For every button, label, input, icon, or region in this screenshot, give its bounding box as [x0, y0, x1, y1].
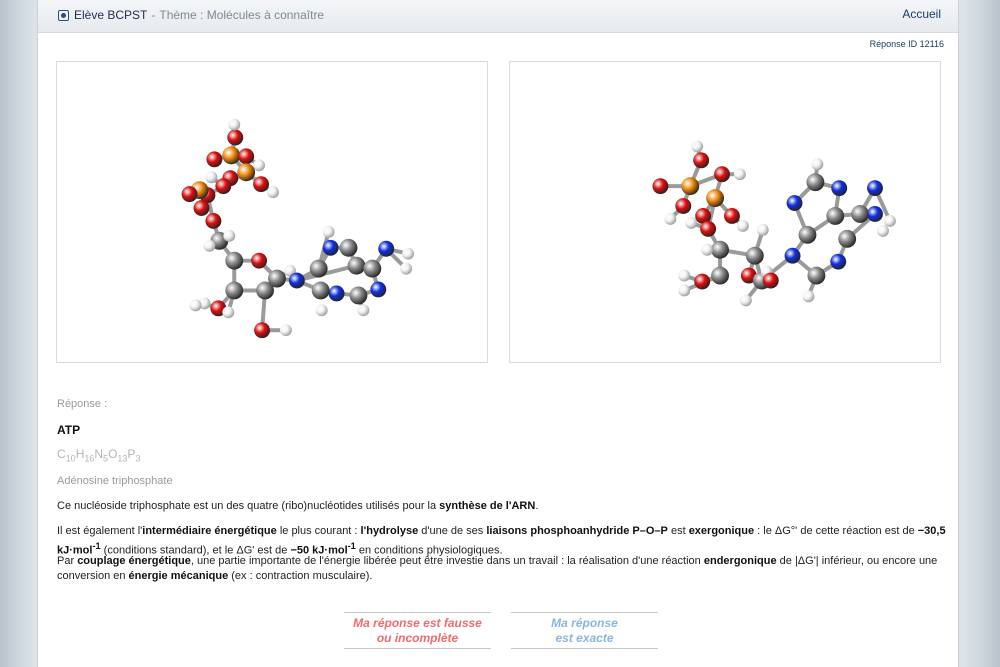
- atom: [691, 140, 703, 152]
- atom: [701, 244, 713, 256]
- atom: [329, 286, 345, 302]
- atom: [734, 168, 746, 180]
- atom: [280, 324, 292, 336]
- atom: [251, 253, 267, 269]
- atom: [194, 200, 210, 216]
- atom: [724, 208, 740, 224]
- atom: [400, 263, 412, 275]
- description-paragraph-2: Il est également l'intermédiaire énergétique le plus courant : l'hydrolyse d'une de ses liaisons phosphoanhydride P–O–P est exergonique : le ΔG°' de cette réaction est de −30,5 kJ·mol$^{-1}$ (conditions standard), et le ΔG' est de −50 kJ·mol$^{-1}$ en conditions physiologiques.: [57, 525, 946, 557]
- atom: [694, 274, 710, 290]
- atom: [787, 195, 803, 211]
- atom: [802, 290, 814, 302]
- atom: [830, 254, 846, 270]
- atom: [706, 189, 724, 207]
- atom: [678, 270, 690, 282]
- atom: [349, 287, 367, 305]
- atom: [323, 240, 339, 256]
- atom: [323, 226, 335, 238]
- response-id: Réponse ID 12116: [869, 39, 944, 49]
- atom: [877, 225, 889, 237]
- atom: [757, 224, 769, 236]
- breadcrumb-separator: -: [151, 8, 156, 22]
- atom: [402, 248, 414, 260]
- breadcrumb: [58, 8, 324, 22]
- molecular-formula: $C_{10}H_{16}N_5O_{13}P_3$: [57, 447, 141, 464]
- atom: [227, 130, 243, 146]
- atom: [838, 230, 856, 248]
- atom: [222, 146, 240, 164]
- atom: [206, 151, 222, 167]
- atom: [223, 230, 235, 242]
- atom: [289, 273, 305, 289]
- atom: [378, 241, 394, 257]
- atom: [253, 159, 265, 171]
- atom: [238, 148, 254, 164]
- atom: [867, 206, 883, 222]
- atom: [740, 294, 752, 306]
- atom: [737, 220, 749, 232]
- atom: [714, 166, 730, 182]
- atom: [253, 176, 269, 192]
- atom: [203, 240, 215, 252]
- atom: [205, 213, 221, 229]
- atom: [867, 180, 883, 196]
- atom: [851, 205, 869, 223]
- atom: [811, 158, 823, 170]
- atom: [340, 239, 358, 257]
- atom: [826, 207, 844, 225]
- top-bar: [38, 0, 958, 33]
- atom: [205, 171, 217, 183]
- atom: [312, 282, 330, 300]
- atom: [310, 260, 328, 278]
- answer-wrong-button[interactable]: Ma réponse est fausse ou incomplète: [344, 612, 491, 649]
- atom: [693, 152, 709, 168]
- atom: [228, 119, 240, 131]
- atom: [190, 299, 202, 311]
- atom: [215, 178, 231, 194]
- atom: [363, 260, 381, 278]
- molecule-viewer-left[interactable]: [56, 61, 488, 363]
- atom: [225, 252, 243, 270]
- brand-name[interactable]: Elève BCPST: [74, 8, 148, 22]
- atom: [357, 304, 369, 316]
- description-paragraph-1: Ce nucléoside triphosphate est un des quatre (ribo)nucléotides utilisés pour la synthèse de l'ARN.: [57, 500, 539, 512]
- atom: [254, 322, 270, 338]
- atom: [806, 173, 824, 191]
- atom: [675, 198, 691, 214]
- molecule-name: ATP: [57, 423, 81, 437]
- description-paragraph-3: Par couplage énergétique, une partie importante de l'énergie libérée peut être investie dans un travail : la réalisation d'une réaction endergonique de |ΔG'| inférieur, ou encore une conversion en énergie mécanique (ex : contraction musculaire).: [57, 555, 938, 582]
- atom: [664, 213, 676, 225]
- atom: [237, 163, 255, 181]
- answer-correct-button[interactable]: Ma réponse est exacte: [511, 612, 658, 649]
- app-logo-icon: [58, 10, 69, 21]
- atom: [370, 282, 386, 298]
- atom: [711, 267, 729, 285]
- atom: [685, 217, 697, 229]
- atom: [267, 186, 279, 198]
- atom: [678, 285, 690, 297]
- atp-3d-model-right[interactable]: [510, 62, 940, 362]
- molecule-full-name: Adénosine triphosphate: [57, 475, 173, 487]
- molecule-viewer-right[interactable]: [509, 61, 941, 363]
- atom: [652, 178, 668, 194]
- atom: [347, 257, 365, 275]
- atom: [763, 273, 779, 289]
- atom: [884, 215, 896, 227]
- atom: [831, 180, 847, 196]
- atom: [799, 226, 817, 244]
- home-link[interactable]: Accueil: [902, 7, 941, 21]
- atom: [225, 282, 243, 300]
- atom: [746, 247, 764, 265]
- atom: [700, 221, 716, 237]
- atom: [807, 267, 825, 285]
- atom: [711, 241, 729, 259]
- answer-label: Réponse :: [57, 398, 108, 410]
- atom: [268, 270, 286, 288]
- theme-title: Thème : Molécules à connaître: [159, 8, 325, 22]
- page-container: [37, 0, 959, 667]
- atom: [222, 306, 234, 318]
- atom: [681, 177, 699, 195]
- atom: [182, 186, 198, 202]
- atom: [785, 248, 801, 264]
- atp-3d-model-left[interactable]: [57, 62, 487, 362]
- atom: [316, 304, 328, 316]
